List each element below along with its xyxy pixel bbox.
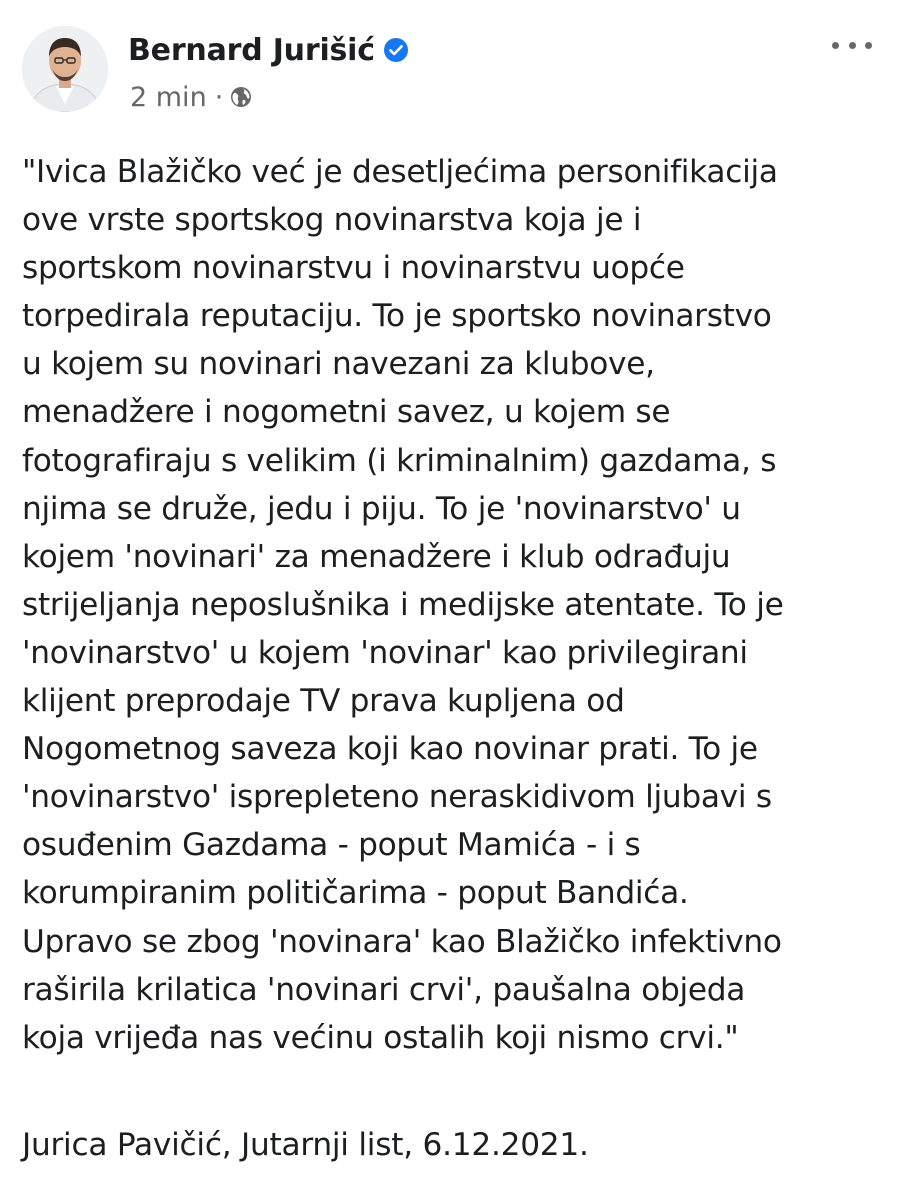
post-timestamp[interactable]: 2 min	[130, 81, 207, 113]
post-body-line: 'novinarstvo' isprepleteno neraskidivom ljubavi s	[22, 779, 772, 816]
post-body-line: sportskom novinarstvu i novinarstvu uopće	[22, 250, 685, 287]
post-body-line: korumpiranim političarima - poput Bandića.	[22, 875, 689, 912]
post-body-line: fotografiraju s velikim (i kriminalnim) gazdama, s	[22, 442, 777, 479]
post-body-line: u kojem su novinari navezani za klubove,	[22, 346, 655, 383]
more-horizontal-icon	[832, 42, 839, 49]
post-body-line: ove vrste sportskog novinarstva koja je i	[22, 202, 642, 239]
post-body-line: torpedirala reputaciju. To je sportsko novinarstvo	[22, 298, 772, 335]
author-row	[128, 28, 409, 72]
avatar-image	[22, 26, 108, 112]
post-body-line: osuđenim Gazdama - poput Mamića - i s	[22, 827, 641, 864]
post-body-line: kojem 'novinari' za menadžere i klub odrađuju	[22, 538, 731, 575]
post-attribution: Jurica Pavičić, Jutarnji list, 6.12.2021.	[22, 1127, 589, 1163]
post-body	[22, 148, 882, 1062]
post-body-line: koja vrijeđa nas većinu ostalih koji nismo crvi."	[22, 1019, 739, 1056]
post-body-line: klijent preprodaje TV prava kupljena od	[22, 683, 625, 720]
meta-separator: ·	[214, 81, 224, 113]
post-body-line: raširila krilatica 'novinari crvi', paušalna objeda	[22, 971, 746, 1008]
post-body-line: Upravo se zbog 'novinara' kao Blažičko infektivno	[22, 923, 782, 960]
author-name[interactable]: Bernard Jurišić	[128, 32, 375, 68]
post-body-line: njima se druže, jedu i piju. To je 'novinarstvo' u	[22, 490, 741, 527]
verified-badge-icon	[383, 37, 409, 63]
post-body-line: Nogometnog saveza koji kao novinar prati. To je	[22, 731, 758, 768]
more-options-button[interactable]	[832, 34, 872, 56]
post-meta	[130, 80, 253, 114]
more-horizontal-icon	[865, 42, 872, 49]
post-body-line: 'novinarstvo' u kojem 'novinar' kao privilegirani	[22, 634, 748, 671]
globe-icon[interactable]	[229, 85, 253, 109]
post-body-line: "Ivica Blažičko već je desetljećima personifikacija	[22, 154, 778, 190]
post-body-line: strijeljanja neposlušnika i medijske atentate. To je	[22, 586, 784, 623]
post-body-line: menadžere i nogometni savez, u kojem se	[22, 394, 671, 431]
more-horizontal-icon	[849, 42, 856, 49]
post-header	[22, 26, 878, 116]
avatar[interactable]	[22, 26, 108, 112]
